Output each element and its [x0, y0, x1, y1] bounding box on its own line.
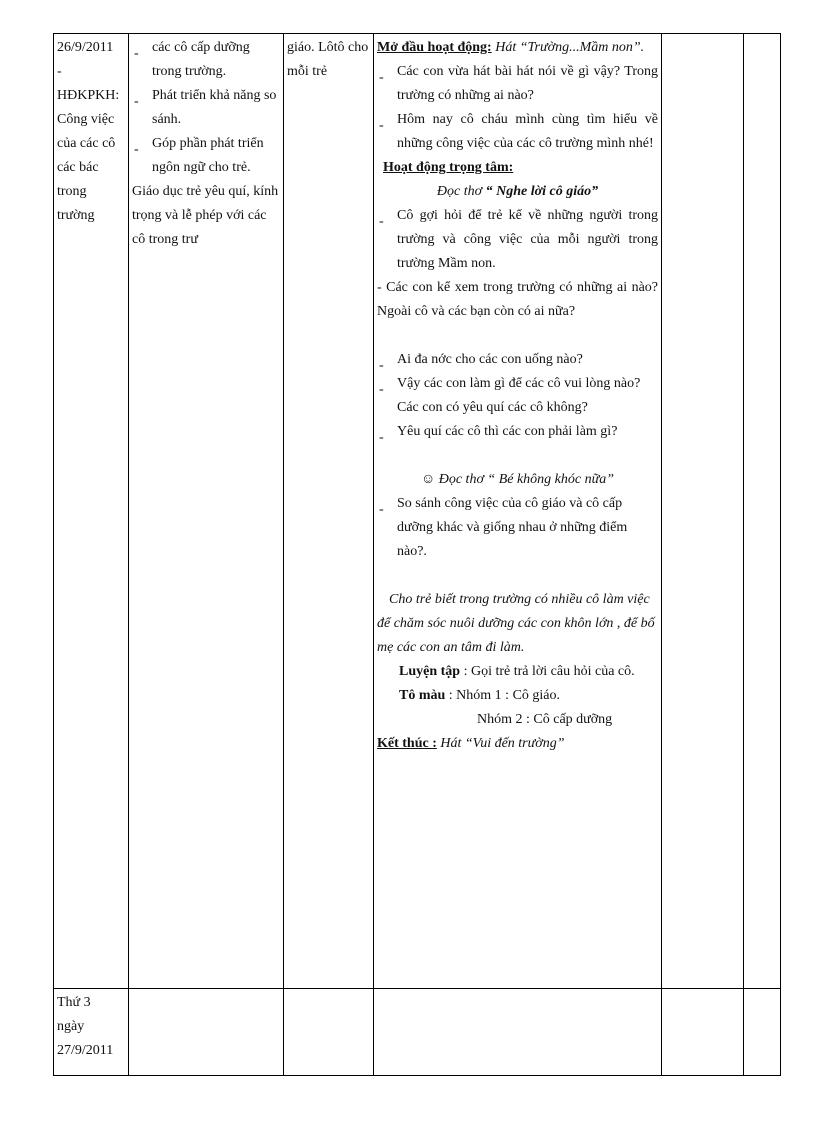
question-item: - Vậy các con làm gì để các cô vui lòng nào? Các con có yêu quí các cô không?	[377, 372, 658, 420]
date-activity-cell	[54, 34, 129, 989]
empty-cell	[662, 989, 744, 1076]
practice-label: Luyện tập	[399, 664, 461, 679]
end-line	[377, 732, 658, 756]
practice-text: : Gọi trẻ trả lời câu hỏi của cô.	[463, 664, 635, 679]
intro-heading: Mở đầu hoạt động:	[377, 40, 492, 55]
activity-line: trong	[57, 184, 87, 199]
empty-cell	[744, 989, 781, 1076]
table-row	[54, 989, 781, 1076]
dash-text: -	[57, 64, 62, 79]
poem1-prefix: Đọc thơ	[436, 184, 483, 199]
activity-line: Công việc	[57, 112, 115, 127]
date-text: 26/9/2011	[57, 40, 114, 55]
intro-song: Hát “Trường...Mầm non”.	[495, 40, 645, 55]
materials-cell	[284, 34, 374, 989]
coloring-label: Tô màu	[399, 688, 446, 703]
end-text: Hát “Vui đến trường”	[440, 736, 565, 751]
smiley-icon: ☺	[420, 472, 436, 487]
question-item: - Yêu quí các cô thì các con phải làm gì?	[377, 420, 658, 444]
day-label: ngày	[57, 1019, 85, 1034]
empty-cell	[284, 989, 374, 1076]
main-question: - Cô gợi hỏi để trẻ kể về những người trong trường và công việc của mỗi người trong trường Mầm non.	[377, 204, 658, 276]
activity-line: các bác	[57, 160, 99, 175]
activity-type: HĐKPKH:	[57, 88, 120, 103]
weekday: Thứ 3	[57, 995, 91, 1010]
objectives-cell	[129, 34, 284, 989]
materials-text: giáo. Lôtô cho mỗi trẻ	[287, 40, 369, 79]
poem2-line	[377, 468, 658, 492]
objective-item: - Góp phần phát triển ngôn ngữ cho trẻ.	[132, 132, 280, 180]
end-label: Kết thúc :	[377, 736, 437, 751]
objective-item: - các cô cấp dưỡng trong trường.	[132, 36, 280, 84]
activity-line: trường	[57, 208, 95, 223]
intro-question: - Các con vừa hát bài hát nói về gì vậy? Trong trường có những ai nào?	[377, 60, 658, 108]
question-item: - Ai đa nớc cho các con uống nào?	[377, 348, 658, 372]
date-text: 27/9/2011	[57, 1043, 114, 1058]
poem1-title: “ Nghe lời cô giáo”	[485, 184, 599, 199]
main-heading: Hoạt động trọng tâm:	[383, 160, 514, 175]
coloring-line	[377, 684, 658, 708]
teacher-note: Cho trẻ biết trong trường có nhiều cô làm việc để chăm sóc nuôi dưỡng các con khôn lớn , để bố mẹ các con an tâm đi làm.	[377, 592, 655, 655]
table-row	[54, 34, 781, 989]
intro-question: - Hôm nay cô cháu mình cùng tìm hiểu về những công việc của các cô trường mình nhé!	[377, 108, 658, 156]
empty-cell	[129, 989, 284, 1076]
main-heading-row	[377, 156, 658, 180]
poem1-line	[377, 180, 658, 204]
lesson-plan-table	[53, 33, 781, 1076]
objective-item: - Phát triển khả năng so sánh.	[132, 84, 280, 132]
main-question-2: - Các con kể xem trong trường có những ai nào? Ngoài cô và các bạn còn có ai nữa?	[377, 280, 658, 319]
compare-item: - So sánh công việc của cô giáo và cô cấp dưỡng khác và giống nhau ở những điểm nào?.	[377, 492, 658, 564]
poem2-text: Đọc thơ “ Bé không khóc nữa”	[438, 472, 615, 487]
empty-cell	[744, 34, 781, 989]
group-2: Nhóm 2 : Cô cấp dưỡng	[477, 712, 613, 727]
intro-block	[377, 36, 658, 60]
procedure-cell	[374, 34, 662, 989]
date-cell	[54, 989, 129, 1076]
empty-cell	[374, 989, 662, 1076]
activity-line: của các cô	[57, 136, 116, 151]
practice-line	[377, 660, 658, 684]
empty-cell	[662, 34, 744, 989]
group-1: : Nhóm 1 : Cô giáo.	[448, 688, 561, 703]
objective-education: Giáo dục trẻ yêu quí, kính trọng và lễ phép với các cô trong trư	[132, 184, 279, 247]
